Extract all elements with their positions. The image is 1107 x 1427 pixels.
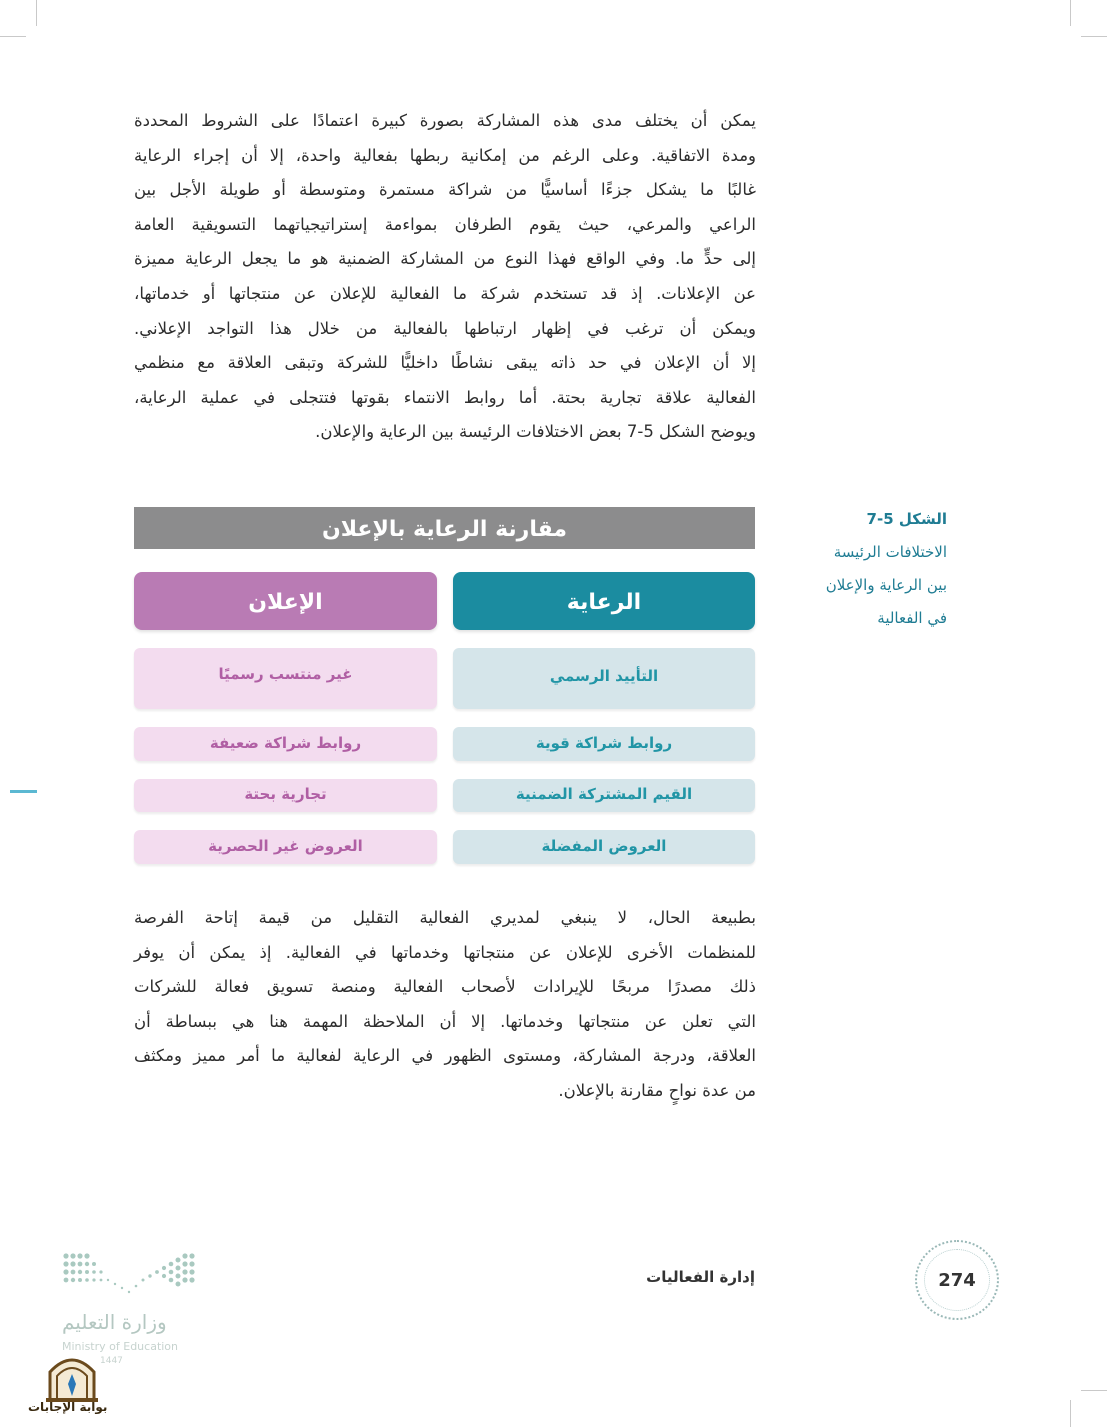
caption-line: في الفعالية <box>877 609 947 627</box>
figure-banner: مقارنة الرعاية بالإعلان <box>134 507 755 549</box>
text-line: من عدة نواحٍ مقارنة بالإعلان. <box>558 1080 756 1100</box>
advertising-item: روابط شراكة ضعيفة <box>134 727 437 761</box>
book-title: إدارة الفعاليات <box>646 1268 755 1286</box>
caption-line: الاختلافات الرئيسة <box>833 543 947 561</box>
crop-mark <box>1081 1390 1107 1391</box>
ministry-name-english: Ministry of Education <box>62 1340 179 1353</box>
page-number-badge <box>915 1240 999 1320</box>
figure-number: الشكل 5-7 <box>866 510 947 528</box>
text-line: ويمكن أن ترغب في إظهار ارتباطها بالفعالية من خلال هذا التواجد الإعلاني. <box>134 318 756 338</box>
crop-mark <box>36 0 37 26</box>
text-line: عن الإعلانات. إذ قد تستخدم شركة ما الفعالية للإعلان عن منتجاتها أو خدماتها، <box>134 283 756 303</box>
text-line: إلا أن الإعلان في حد ذاته يبقى نشاطًا داخليًّا للشركة وتبقى العلاقة مع منظمي <box>134 353 756 373</box>
text-line: يمكن أن يختلف مدى هذه المشاركة بصورة كبيرة اعتمادًا على الشروط المحددة <box>134 111 756 130</box>
ministry-year: 1447 <box>100 1356 123 1366</box>
advertising-item: العروض غير الحصرية <box>134 830 437 864</box>
advertising-item: غير منتسب رسميًا <box>134 648 437 709</box>
sponsorship-header: الرعاية <box>453 572 755 630</box>
text-line: إلى حدٍّ ما. وفي الواقع فهذا النوع من المشاركة الضمنية هو ما يجعل الرعاية مميزة <box>134 249 756 269</box>
text-line: للمنظمات الأخرى للإعلان عن منتجاتها وخدماتها في الفعالية. إذ يمكن أن يوفر <box>134 942 756 962</box>
text-line: العلاقة، ودرجة المشاركة، ومستوى الظهور في الرعاية لفعالية ما أمر مميز ومكثف <box>134 1046 756 1066</box>
figure-caption <box>777 503 947 635</box>
crop-mark <box>1070 0 1071 26</box>
text-line: الراعي والمرعي، حيث يقوم الطرفان بمواءمة إستراتيجياتهما التسويقية العامة <box>134 214 756 234</box>
sponsorship-item: القيم المشتركة الضمنية <box>453 779 755 812</box>
text-line: ويوضح الشكل 5-7 بعض الاختلافات الرئيسة بين الرعاية والإعلان. <box>315 422 756 442</box>
crop-mark <box>1081 36 1107 37</box>
ministry-dots-icon <box>60 1250 200 1300</box>
sponsorship-item: العروض المفضلة <box>453 830 755 864</box>
text-line: الفعالية علاقة تجارية بحتة. أما روابط الانتماء بقوتها فتتجلى في عملية الرعاية، <box>134 387 756 407</box>
crop-mark <box>0 36 26 37</box>
text-line: ذلك مصدرًا مربحًا للإيرادات لأصحاب الفعالية ومنصة تسويق فعالة للشركات <box>134 977 756 997</box>
sponsorship-item: التأييد الرسمي <box>453 648 755 709</box>
text-line: ومدة الاتفاقية. وعلى الرغم من إمكانية ربطها بفعالية واحدة، إلا أن إجراء الرعاية <box>134 145 756 165</box>
watermark-label: بوابة الإجابات <box>28 1400 108 1414</box>
text-line: التي تعلن عن منتجاتها وخدماتها. إلا أن الملاحظة المهمة هنا هي ببساطة أن <box>134 1011 756 1031</box>
crop-mark <box>1070 1400 1071 1427</box>
page-number: 274 <box>924 1249 990 1311</box>
advertising-header: الإعلان <box>134 572 437 630</box>
text-line: غالبًا ما يشكل جزءًا أساسيًّا من شراكة مستمرة ومتوسطة أو طويلة الأجل بين <box>134 180 756 200</box>
sponsorship-item: روابط شراكة قوية <box>453 727 755 761</box>
ministry-name-arabic: وزارة التعليم <box>62 1310 167 1334</box>
paragraph-intro <box>134 104 756 450</box>
caption-line: بين الرعاية والإعلان <box>825 576 947 594</box>
paragraph-conclusion <box>134 901 756 1109</box>
margin-marker <box>10 790 37 793</box>
text-line: بطبيعة الحال، لا ينبغي لمديري الفعالية التقليل من قيمة إتاحة الفرصة <box>134 908 756 927</box>
advertising-item: تجارية بحتة <box>134 779 437 812</box>
